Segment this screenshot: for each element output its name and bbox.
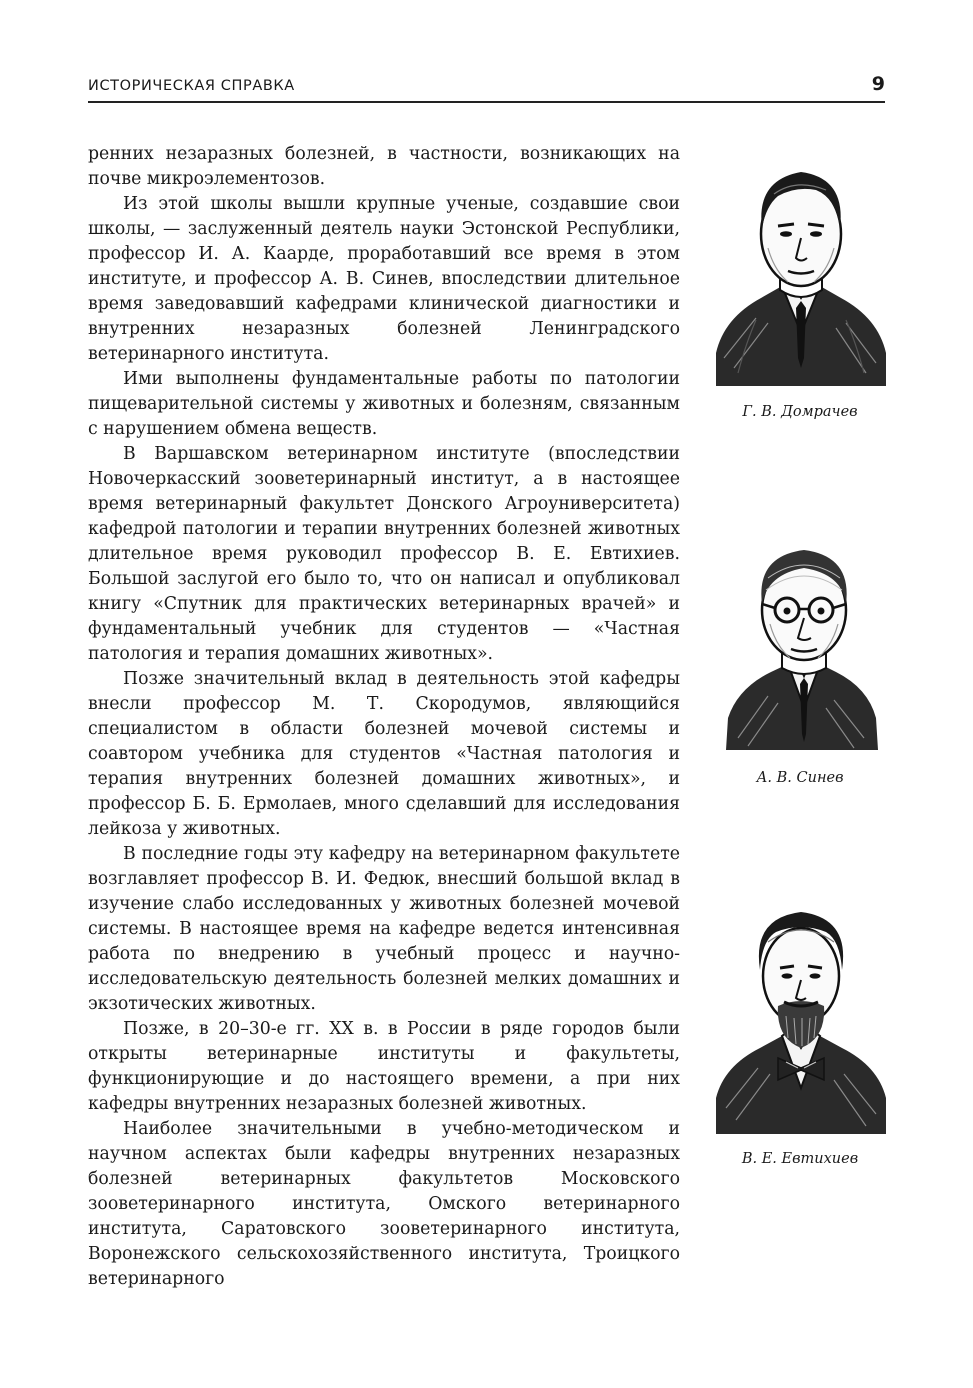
paragraph-5: Позже значительный вклад в деятельность этой кафедры внесли профессор М. Т. Скородумов, являющийся специалистом в области болезней мочевой системы и соавтором учебника для студентов «Частная патология и терапия внутренних болезней домашних животных», и профессор Б. Б. Ермолаев, много сделавший для исследования лейкоза у животных. <box>88 669 680 839</box>
portrait-evtikhiev-engraving <box>716 898 886 1134</box>
body-text <box>88 142 680 1292</box>
page-number: 9 <box>871 73 885 95</box>
running-head <box>88 74 885 98</box>
paragraph-3: Ими выполнены фундаментальные работы по патологии пищеварительной системы у животных и болезням, связанным с нарушением обмена веществ. <box>88 369 680 439</box>
portrait-domrachev <box>716 158 886 386</box>
paragraph-8: Наиболее значительными в учебно-методическом и научном аспектах были кафедры внутренних незаразных болезней ветеринарных факультетов Московского зооветеринарного института, Омского ветеринарного института, Саратовского зооветеринарного института, Воронежского сельскохозяйственного института, Троицкого ветеринарного <box>88 1119 680 1289</box>
portrait-sinev <box>716 538 886 750</box>
caption-sinev: А. В. Синев <box>756 770 844 786</box>
paragraph-2: Из этой школы вышли крупные ученые, создавшие свои школы, — заслуженный деятель науки Эстонской Республики, профессор И. А. Каарде, проработавший все время в этом институте, и профессор А. В. Синев, впоследствии длительное время заведовавший кафедрами клинической диагностики и внутренних незаразных болезней Ленинградского ветеринарного института. <box>88 194 680 364</box>
portrait-sinev-engraving <box>716 538 886 750</box>
section-title: ИСТОРИЧЕСКАЯ СПРАВКА <box>88 78 295 94</box>
caption-domrachev: Г. В. Домрачев <box>742 404 858 420</box>
paragraph-6: В последние годы эту кафедру на ветеринарном факультете возглавляет профессор В. И. Федюк, внесший большой вклад в изучение слабо исследованных у животных болезней мочевой системы. В настоящее время на кафедре ведется интенсивная работа по внедрению в учебный процесс и научно-исследовательскую деятельность болезней мелких домашних и экзотических животных. <box>88 844 680 1014</box>
caption-evtikhiev: В. Е. Евтихиев <box>741 1151 859 1167</box>
portrait-evtikhiev <box>716 898 886 1134</box>
paragraph-1: ренних незаразных болезней, в частности, возникающих на почве микроэлементозов. <box>88 144 680 189</box>
paragraph-7: Позже, в 20–30-е гг. XX в. в России в ряде городов были открыты ветеринарные институты и факультеты, функционирующие и до настоящего времени, а при них кафедры внутренних незаразных болезней животных. <box>88 1019 680 1114</box>
paragraph-4: В Варшавском ветеринарном институте (впоследствии Новочеркасский зооветеринарный институт, а в настоящее время ветеринарный факультет Донского Агроуниверситета) кафедрой патологии и терапии внутренних болезней животных длительное время руководил профессор В. Е. Евтихиев. Большой заслугой его было то, что он написал и опубликовал книгу «Спутник для практических ветеринарных врачей» и фундаментальный учебник для студентов — «Частная патология и терапия домашних животных». <box>88 444 680 664</box>
portrait-domrachev-engraving <box>716 158 886 386</box>
header-rule <box>88 101 885 103</box>
